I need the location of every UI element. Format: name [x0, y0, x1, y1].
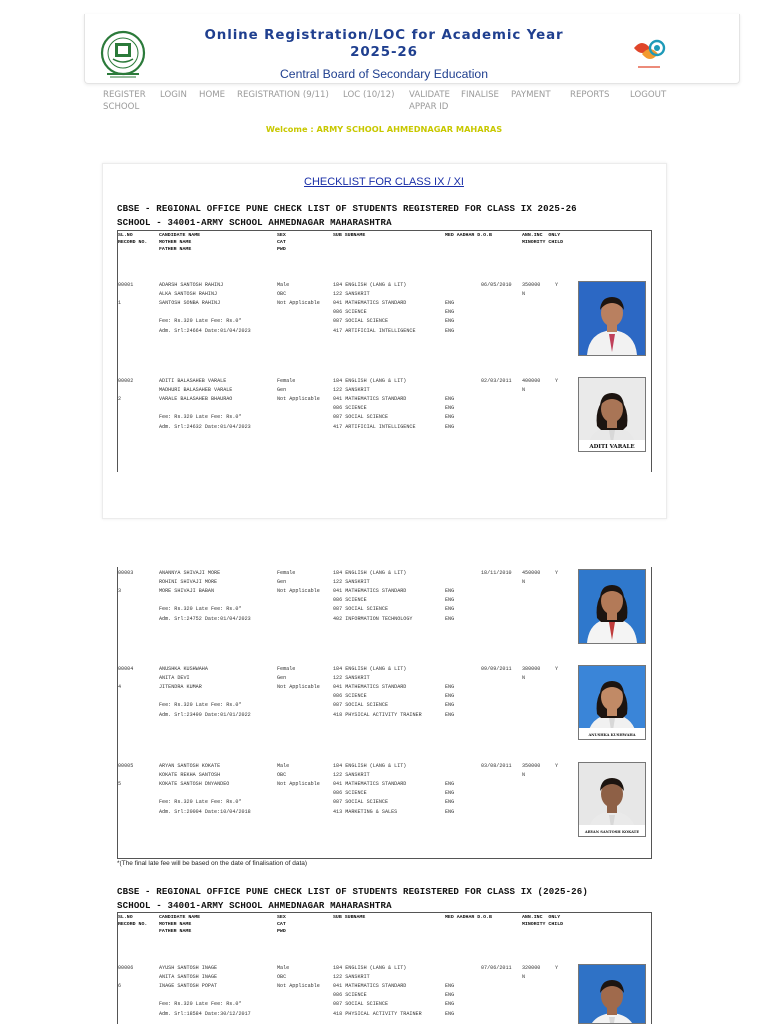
mother-name: MADHURI BALASAHEB VARALE [159, 387, 233, 394]
school-heading: SCHOOL - 34001-ARMY SCHOOL AHMEDNAGAR MAHARASHTRA [117, 217, 392, 228]
record-number: 2 [118, 396, 122, 403]
svg-text:ADITI VARALE: ADITI VARALE [589, 444, 635, 450]
subject: 086 SCIENCE [333, 405, 367, 412]
board-name: Central Board of Secondary Education [280, 67, 488, 81]
fee-info: Fee: Rs.320 Late Fee: Rs.0* [159, 606, 242, 613]
minority: N [522, 579, 526, 586]
subject: 184 ENGLISH (LANG & LIT) [333, 282, 407, 288]
column-header: MED AADHAR D.O.B [445, 915, 492, 920]
minority: N [522, 974, 526, 981]
date-of-birth: 09/09/2011 [481, 666, 512, 672]
sex-value: Female [277, 378, 296, 384]
date-of-birth: 18/11/2010 [481, 570, 512, 576]
only-child: Y [555, 965, 559, 971]
subject: 122 SANSKRIT [333, 974, 370, 981]
candidate-name: ANUSHKA KUSHWAHA [159, 666, 208, 672]
column-header: ANN.INC ONLY MINORITY CHILD [522, 233, 564, 245]
subject: 086 SCIENCE [333, 597, 367, 604]
student-photo [578, 569, 646, 644]
candidate-name: AYUSH SANTOSH INAGE [159, 965, 218, 971]
sex-value: Male [277, 763, 290, 769]
column-header: CANDIDATE NAME MOTHER NAME FATHER NAME [159, 915, 201, 934]
medium: ENG [445, 799, 455, 806]
minority: N [522, 675, 526, 682]
school-heading: SCHOOL - 34001-ARMY SCHOOL AHMEDNAGAR MAHARASHTRA [117, 900, 392, 911]
nav-login[interactable]: LOGIN [160, 90, 187, 100]
student-photo [578, 665, 646, 740]
nav-home[interactable]: HOME [199, 90, 226, 100]
subject: 041 MATHEMATICS STANDARD [333, 588, 407, 595]
nav-logout[interactable]: LOGOUT [630, 90, 667, 100]
record-number: 1 [118, 300, 122, 307]
candidate-name: ARYAN SANTOSH KOKATE [159, 763, 221, 769]
subject: 418 PHYSICAL ACTIVITY TRAINER [333, 1010, 422, 1017]
medium: ENG [445, 1010, 455, 1017]
pwd-value: Not Applicable [277, 684, 320, 691]
subject: 086 SCIENCE [333, 693, 367, 700]
serial-number: 00003 [118, 570, 134, 576]
admission-info: Adm. Srl:24632 Date:01/04/2023 [159, 423, 251, 430]
cbse-logo-icon [100, 30, 146, 80]
welcome-message: Welcome : ARMY SCHOOL AHMEDNAGAR MAHARAS [265, 124, 503, 134]
father-name: JITENDRA KUMAR [159, 684, 202, 691]
medium: ENG [445, 781, 455, 788]
date-of-birth: 02/03/2011 [481, 378, 512, 384]
nav-reports[interactable]: REPORTS [570, 90, 610, 100]
subject: 041 MATHEMATICS STANDARD [333, 396, 407, 403]
subject: 041 MATHEMATICS STANDARD [333, 684, 407, 691]
admission-info: Adm. Srl:20004 Date:10/04/2018 [159, 808, 251, 815]
nav-label: APPAR ID [409, 102, 449, 112]
site-header [0, 0, 768, 88]
subject: 122 SANSKRIT [333, 772, 370, 779]
nav-finalise[interactable]: FINALISE [461, 90, 499, 100]
mother-name: ANITA DEVI [159, 675, 190, 682]
subject: 087 SOCIAL SCIENCE [333, 1001, 389, 1008]
nav-registration[interactable]: REGISTRATION (9/11) [237, 90, 329, 100]
annual-income: 380000 [522, 666, 541, 672]
column-header: MED AADHAR D.O.B [445, 233, 492, 238]
medium: ENG [445, 597, 455, 604]
nav-loc[interactable]: LOC (10/12) [343, 90, 395, 100]
subject: 041 MATHEMATICS STANDARD [333, 781, 407, 788]
fee-info: Fee: Rs.320 Late Fee: Rs.0* [159, 1001, 242, 1008]
record-number: 4 [118, 684, 122, 691]
mother-name: ROHINI SHIVAJI MORE [159, 579, 218, 586]
category-value: Gen [277, 675, 287, 682]
pwd-value: Not Applicable [277, 300, 320, 307]
pwd-value: Not Applicable [277, 588, 320, 595]
medium: ENG [445, 423, 455, 430]
column-header: SUB SUBNAME [333, 915, 366, 920]
only-child: Y [555, 378, 559, 384]
candidate-name: ADARSH SANTOSH RAHINJ [159, 282, 224, 288]
father-name: KOKATE SANTOSH DNYANDEO [159, 781, 230, 788]
medium: ENG [445, 693, 455, 700]
minority: N [522, 387, 526, 394]
subject: 122 SANSKRIT [333, 291, 370, 298]
category-value: Gen [277, 387, 287, 394]
serial-number: 00005 [118, 763, 134, 769]
nav-register-school[interactable] [103, 89, 146, 113]
subject: 087 SOCIAL SCIENCE [333, 318, 389, 325]
record-number: 3 [118, 588, 122, 595]
sex-value: Male [277, 282, 290, 288]
medium: ENG [445, 606, 455, 613]
subject: 413 MARKETING & SALES [333, 808, 398, 815]
medium: ENG [445, 983, 455, 990]
medium: ENG [445, 702, 455, 709]
column-header: CANDIDATE NAME MOTHER NAME FATHER NAME [159, 233, 201, 252]
fee-info: Fee: Rs.320 Late Fee: Rs.0* [159, 414, 242, 421]
subject: 041 MATHEMATICS STANDARD [333, 983, 407, 990]
campaign-logo-icon [628, 34, 670, 76]
medium: ENG [445, 1001, 455, 1008]
admission-info: Adm. Srl:24752 Date:01/04/2023 [159, 615, 251, 622]
nav-label: REGISTER [103, 90, 146, 100]
svg-text:ANUSHKA KUSHWAHA: ANUSHKA KUSHWAHA [588, 733, 636, 737]
student-photo [578, 281, 646, 356]
fee-info: Fee: Rs.320 Late Fee: Rs.0* [159, 702, 242, 709]
report-heading: CBSE - REGIONAL OFFICE PUNE CHECK LIST OF STUDENTS REGISTERED FOR CLASS IX 2025-26 [117, 203, 577, 214]
column-header: SEX CAT PWD [277, 233, 286, 252]
candidate-name: ANANNYA SHIVAJI MORE [159, 570, 221, 576]
mother-name: ANITA SANTOSH INAGE [159, 974, 218, 981]
nav-label: VALIDATE [409, 90, 450, 100]
minority: N [522, 772, 526, 779]
serial-number: 00006 [118, 965, 134, 971]
sex-value: Female [277, 666, 296, 672]
column-header: ANN.INC ONLY MINORITY CHILD [522, 915, 564, 927]
serial-number: 00001 [118, 282, 134, 288]
student-photo [578, 762, 646, 837]
medium: ENG [445, 318, 455, 325]
subject: 402 INFORMATION TECHNOLOGY [333, 615, 413, 622]
only-child: Y [555, 570, 559, 576]
only-child: Y [555, 763, 559, 769]
only-child: Y [555, 666, 559, 672]
medium: ENG [445, 309, 455, 316]
record-number: 5 [118, 781, 122, 788]
subject: 417 ARTIFICIAL INTELLIGENCE [333, 423, 416, 430]
sex-value: Female [277, 570, 296, 576]
annual-income: 350000 [522, 282, 541, 288]
medium: ENG [445, 684, 455, 691]
subject: 041 MATHEMATICS STANDARD [333, 300, 407, 307]
subject: 184 ENGLISH (LANG & LIT) [333, 965, 407, 971]
subject: 122 SANSKRIT [333, 579, 370, 586]
medium: ENG [445, 808, 455, 815]
medium: ENG [445, 588, 455, 595]
subject: 184 ENGLISH (LANG & LIT) [333, 763, 407, 769]
student-table-1 [117, 230, 652, 472]
annual-income: 350000 [522, 763, 541, 769]
category-value: OBC [277, 772, 287, 779]
subject: 087 SOCIAL SCIENCE [333, 606, 389, 613]
subject: 122 SANSKRIT [333, 675, 370, 682]
candidate-name: ADITI BALASAHEB VARALE [159, 378, 227, 384]
nav-label: SCHOOL [103, 102, 140, 112]
main-nav [0, 89, 768, 119]
category-value: OBC [277, 974, 287, 981]
minority: N [522, 291, 526, 298]
pwd-value: Not Applicable [277, 983, 320, 990]
nav-validate-appar-id[interactable] [409, 89, 450, 113]
date-of-birth: 07/06/2011 [481, 965, 512, 971]
subject: 086 SCIENCE [333, 790, 367, 797]
table-row [0, 762, 559, 815]
sex-value: Male [277, 965, 290, 971]
student-photo [578, 964, 646, 1024]
table-row [0, 964, 559, 1017]
fee-info: Fee: Rs.320 Late Fee: Rs.0* [159, 799, 242, 806]
admission-info: Adm. Srl:23490 Date:01/01/2022 [159, 711, 251, 718]
table-row [0, 665, 559, 718]
only-child: Y [555, 282, 559, 288]
subject: 418 PHYSICAL ACTIVITY TRAINER [333, 711, 422, 718]
admission-info: Adm. Srl:24664 Date:01/04/2023 [159, 327, 251, 334]
medium: ENG [445, 711, 455, 718]
student-photo [578, 377, 646, 452]
medium: ENG [445, 414, 455, 421]
page-title-line2: 2025-26 [350, 45, 418, 60]
serial-number: 00002 [118, 378, 134, 384]
svg-text:ARYAN SANTOSH KOKATE: ARYAN SANTOSH KOKATE [584, 830, 640, 834]
father-name: MORE SHIVAJI BABAN [159, 588, 215, 595]
record-number: 6 [118, 983, 122, 990]
pwd-value: Not Applicable [277, 781, 320, 788]
medium: ENG [445, 300, 455, 307]
subject: 122 SANSKRIT [333, 387, 370, 394]
subject: 087 SOCIAL SCIENCE [333, 799, 389, 806]
table-row [0, 569, 559, 622]
subject: 086 SCIENCE [333, 992, 367, 999]
subject: 184 ENGLISH (LANG & LIT) [333, 570, 407, 576]
pwd-value: Not Applicable [277, 396, 320, 403]
subject: 087 SOCIAL SCIENCE [333, 702, 389, 709]
mother-name: ALKA SANTOSH RAHINJ [159, 291, 218, 298]
column-header: SUB SUBNAME [333, 233, 366, 238]
category-value: OBC [277, 291, 287, 298]
column-header: SL.NO RECORD NO. [118, 915, 148, 927]
medium: ENG [445, 615, 455, 622]
table-row [0, 281, 559, 334]
medium: ENG [445, 327, 455, 334]
category-value: Gen [277, 579, 287, 586]
annual-income: 450000 [522, 570, 541, 576]
medium: ENG [445, 405, 455, 412]
checklist-title-link[interactable]: CHECKLIST FOR CLASS IX / XI [304, 176, 464, 188]
fee-info: Fee: Rs.320 Late Fee: Rs.0* [159, 318, 242, 325]
late-fee-footnote: *(The final late fee will be based on the date of finalisation of data) [117, 860, 308, 867]
report-heading: CBSE - REGIONAL OFFICE PUNE CHECK LIST OF STUDENTS REGISTERED FOR CLASS IX (2025-26) [117, 886, 588, 897]
date-of-birth: 06/05/2010 [481, 282, 512, 288]
serial-number: 00004 [118, 666, 134, 672]
annual-income: 400000 [522, 378, 541, 384]
medium: ENG [445, 790, 455, 797]
father-name: VARALE BALASAHEB BHAURAO [159, 396, 233, 403]
nav-payment[interactable]: PAYMENT [511, 90, 551, 100]
column-header: SEX CAT PWD [277, 915, 286, 934]
medium: ENG [445, 992, 455, 999]
father-name: SANTOSH SONBA RAHINJ [159, 300, 221, 307]
subject: 086 SCIENCE [333, 309, 367, 316]
father-name: INAGE SANTOSH POPAT [159, 983, 218, 990]
subject: 087 SOCIAL SCIENCE [333, 414, 389, 421]
subject: 184 ENGLISH (LANG & LIT) [333, 666, 407, 672]
admission-info: Adm. Srl:18584 Date:30/12/2017 [159, 1010, 251, 1017]
medium: ENG [445, 396, 455, 403]
subject: 417 ARTIFICIAL INTELLIGENCE [333, 327, 416, 334]
annual-income: 320000 [522, 965, 541, 971]
date-of-birth: 03/08/2011 [481, 763, 512, 769]
column-header: SL.NO RECORD NO. [118, 233, 148, 245]
subject: 184 ENGLISH (LANG & LIT) [333, 378, 407, 384]
table-row [0, 377, 559, 430]
mother-name: KOKATE REKHA SANTOSH [159, 772, 221, 779]
page-title-line1: Online Registration/LOC for Academic Year [204, 28, 564, 43]
